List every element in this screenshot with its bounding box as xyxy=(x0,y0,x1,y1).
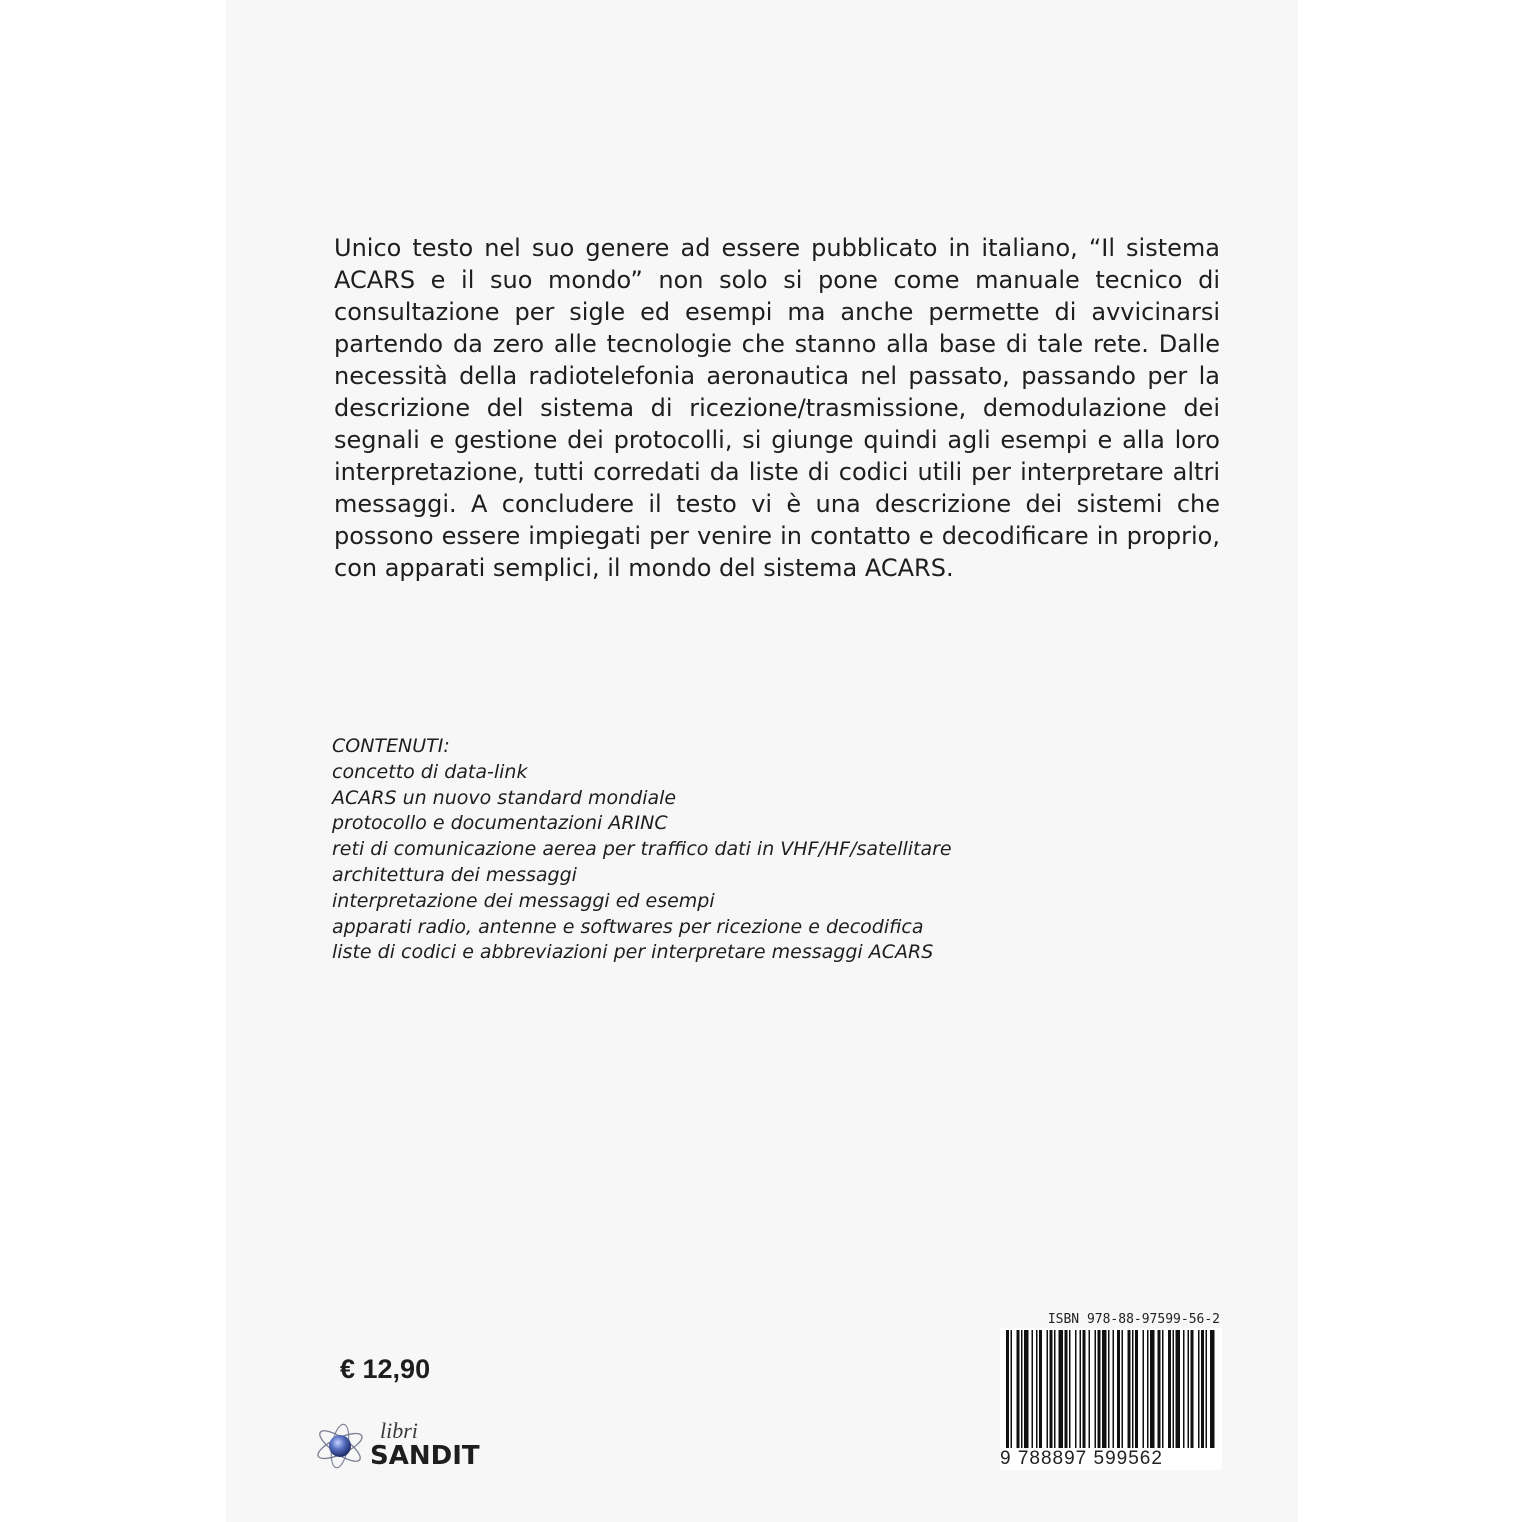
book-blurb: Unico testo nel suo genere ad essere pubblicato in italiano, “Il sistema ACARS e il suo mondo” non solo si pone come manuale tecnico di consultazione per sigle ed esempi ma anche permette di avvicinarsi partendo da zero alle tecnologie che stanno alla base di tale rete. Dalle necessità della radiotelefonia aeronautica nel passato, passando per la descrizione del sistema di ricezione/trasmissione, demodulazione dei segnali e gestione dei protocolli, si giunge quindi agli esempi e alla loro interpretazione, tutti corredati da liste di codici utili per interpretare altri messaggi. A concludere il testo vi è una descrizione dei sistemi che possono essere impiegati per venire in contatto e decodificare in proprio, con apparati semplici, il mondo del sistema ACARS. xyxy=(334,234,1220,582)
isbn-barcode xyxy=(1000,1328,1222,1470)
logo-text-libri: libri xyxy=(380,1418,418,1443)
contents-item: ACARS un nuovo standard mondiale xyxy=(332,786,677,809)
price-label: € 12,90 xyxy=(340,1354,431,1384)
contents-item: liste di codici e abbreviazioni per interpretare messaggi ACARS xyxy=(332,941,934,964)
contents-item: interpretazione dei messaggi ed esempi xyxy=(332,889,715,912)
contents-item: protocollo e documentazioni ARINC xyxy=(332,812,668,835)
contents-item: apparati radio, antenne e softwares per ricezione e decodifica xyxy=(332,915,924,938)
isbn-label: ISBN 978-88-97599-56-2 xyxy=(1047,1312,1220,1327)
contents-heading: CONTENUTI: xyxy=(332,735,450,757)
contents-item: architettura dei messaggi xyxy=(332,863,577,886)
contents-list xyxy=(332,760,1132,966)
contents-item: concetto di data-link xyxy=(332,760,528,783)
barcode-digits: 9 788897 599562 xyxy=(1000,1448,1222,1470)
atom-globe-icon xyxy=(314,1414,504,1474)
contents-item: reti di comunicazione aerea per traffico dati in VHF/HF/satellitare xyxy=(332,838,952,861)
logo-text-sandit: SANDIT xyxy=(370,1441,480,1471)
contents-section xyxy=(332,734,1132,966)
publisher-logo xyxy=(314,1414,504,1474)
